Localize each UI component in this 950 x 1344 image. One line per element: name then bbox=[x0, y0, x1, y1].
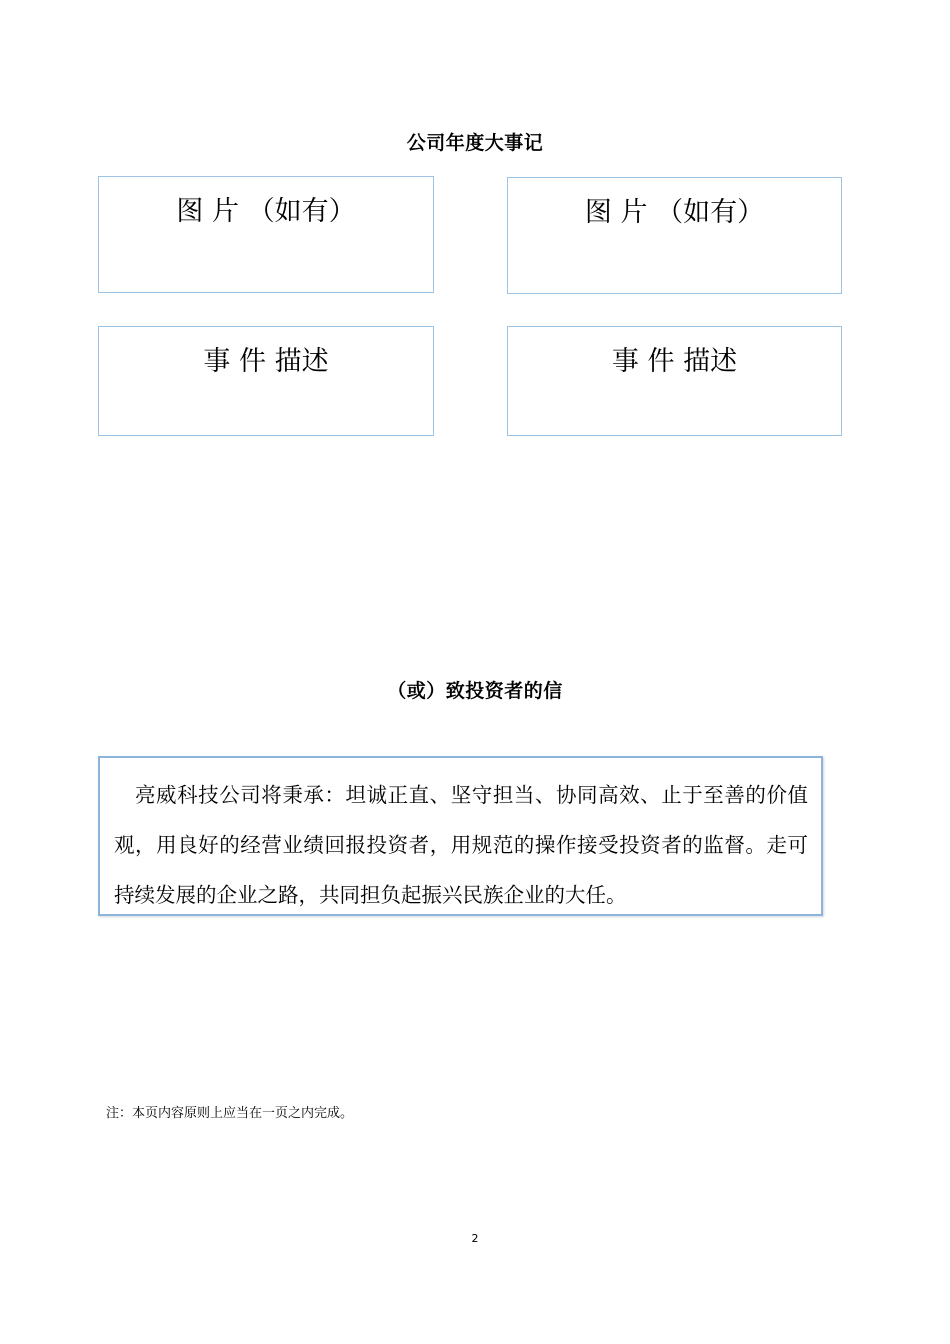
picture-box-right bbox=[507, 177, 842, 294]
description-label-right: 事 件 描述 bbox=[611, 346, 738, 377]
letter-box bbox=[98, 756, 823, 916]
picture-box-left bbox=[98, 176, 434, 293]
description-box-left bbox=[98, 326, 434, 436]
letter-body: 亮威科技公司将秉承：坦诚正直、坚守担当、协同高效、止于至善的价值观，用良好的经营业绩回报投资者，用规范的操作接受投资者的监督。走可持续发展的企业之路，共同担负起振兴民族企业的大任。 bbox=[114, 783, 808, 907]
letter-title: （或）致投资者的信 bbox=[387, 680, 563, 702]
page-number: 2 bbox=[471, 1232, 479, 1245]
description-label-left: 事 件 描述 bbox=[203, 346, 329, 377]
picture-label-right: 图 片 （如有） bbox=[584, 197, 765, 228]
picture-label-left: 图 片 （如有） bbox=[176, 196, 356, 227]
description-box-right bbox=[507, 326, 842, 436]
page-note: 注：本页内容原则上应当在一页之内完成。 bbox=[106, 1106, 354, 1121]
events-title: 公司年度大事记 bbox=[406, 132, 544, 154]
